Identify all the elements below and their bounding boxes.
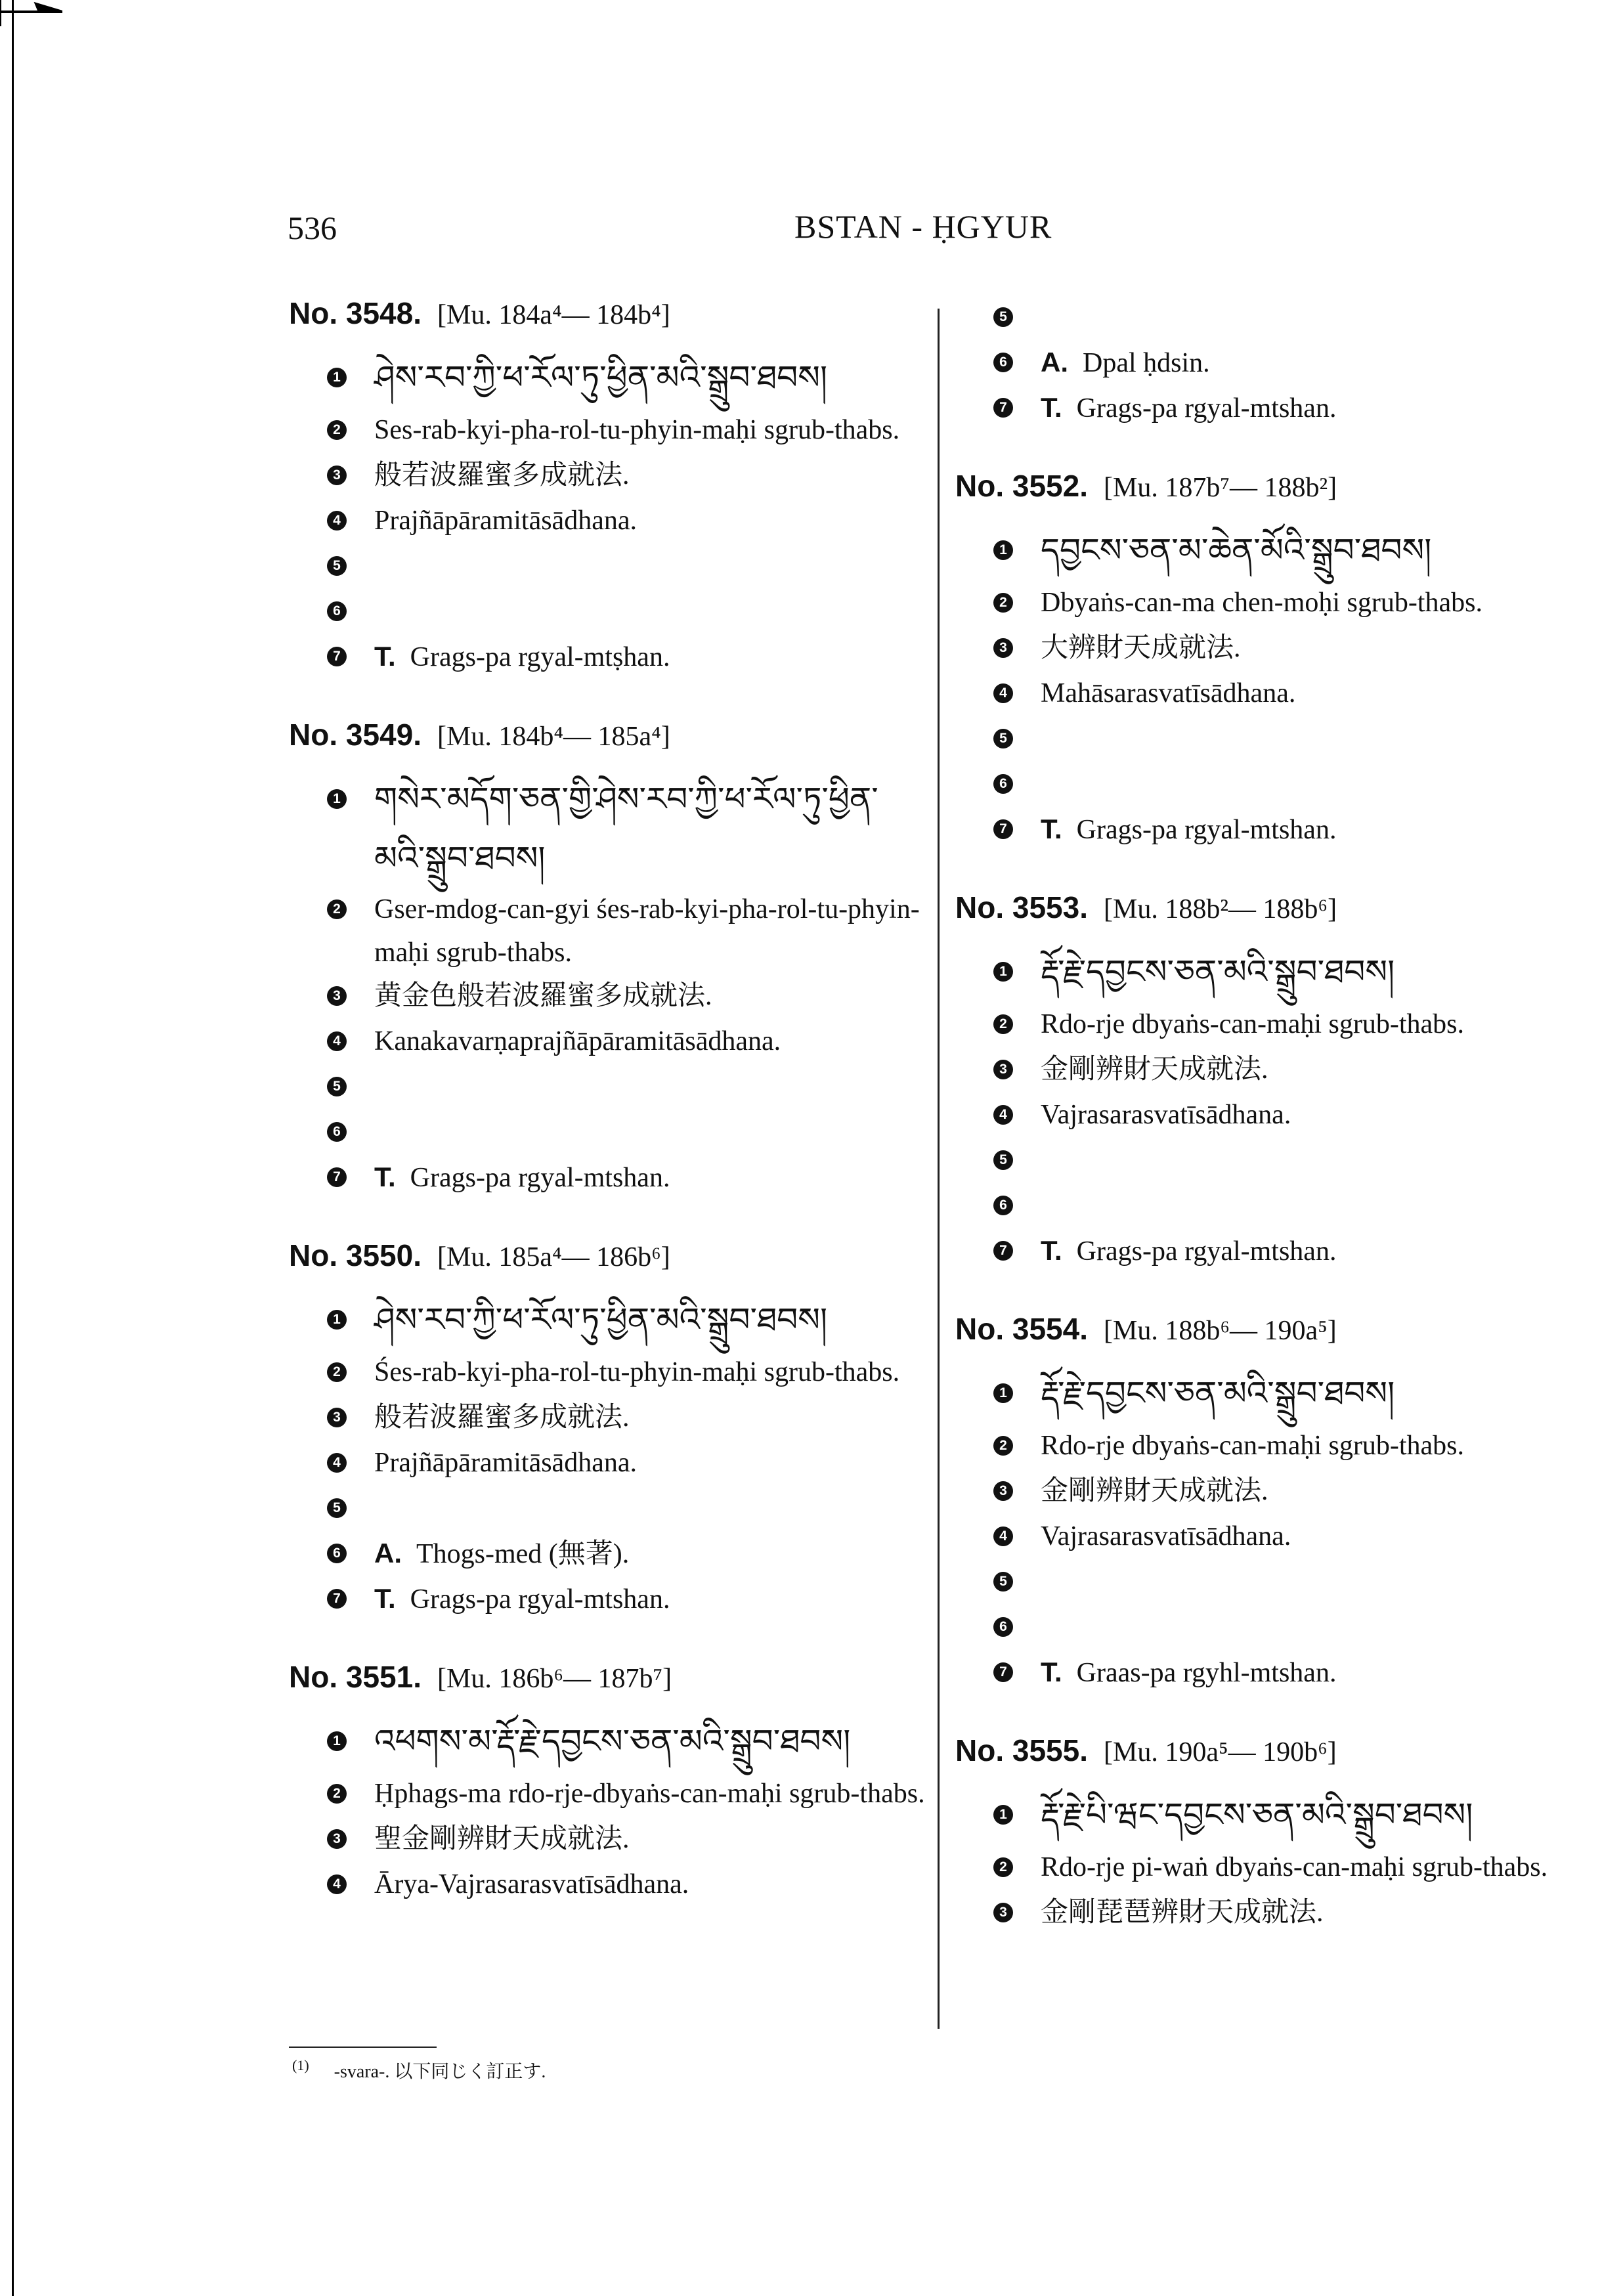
entry-line xyxy=(955,1469,1612,1515)
circled-number-marker: 2 xyxy=(327,1362,347,1382)
circled-number-marker: 6 xyxy=(993,1196,1013,1215)
entry-line xyxy=(289,1712,926,1772)
entry-line xyxy=(955,386,1612,431)
entry-line xyxy=(289,1863,926,1908)
entry-line xyxy=(955,672,1612,717)
page-edge-line xyxy=(12,0,14,2296)
entry-line xyxy=(955,1651,1612,1696)
entry-value: Dbyaṅs-can-ma chen-moḥi sgrub-thabs. xyxy=(1041,588,1482,618)
entry-value: Grags-pa rgyal-mtshan. xyxy=(1076,1236,1337,1267)
role-label: T. xyxy=(374,641,396,672)
entry-line xyxy=(955,808,1612,853)
entry-line xyxy=(289,1532,926,1577)
entry-text xyxy=(1041,581,1612,624)
circled-number-marker: 2 xyxy=(993,1436,1013,1456)
entry-value: Mahāsarasvatīsādhana. xyxy=(1041,678,1296,708)
entry-folio-reference: [Mu. 184a⁴— 184b⁴] xyxy=(437,300,670,330)
entry-value: Vajrasarasvatīsādhana. xyxy=(1041,1100,1291,1130)
left-column xyxy=(289,295,926,1945)
entry-line xyxy=(955,521,1612,581)
circled-number-marker: 6 xyxy=(327,1544,347,1563)
role-label: T. xyxy=(374,1161,396,1192)
entry-line xyxy=(289,408,926,454)
entry-value: Ārya-Vajrasarasvatīsādhana. xyxy=(374,1869,689,1899)
circled-number-marker: 4 xyxy=(993,1105,1013,1125)
entry-number: No. 3550. xyxy=(289,1238,422,1272)
entry-line xyxy=(955,1138,1612,1184)
circled-number-marker: 1 xyxy=(327,1310,347,1330)
entry-line xyxy=(289,1156,926,1201)
entry-value: Rdo-rje pi-waṅ dbyaṅs-can-maḥi sgrub-thabs. xyxy=(1041,1852,1548,1882)
entry-text xyxy=(1041,1891,1612,1934)
circled-number-marker: 3 xyxy=(993,1060,1013,1079)
circled-number-marker: 5 xyxy=(993,1572,1013,1592)
entry-number: No. 3548. xyxy=(289,296,422,330)
circled-number-marker: 1 xyxy=(993,1805,1013,1825)
catalogue-entry xyxy=(955,468,1612,853)
entry-text xyxy=(374,1020,926,1063)
tibetan-title xyxy=(374,1712,926,1771)
entry-line xyxy=(955,581,1612,626)
entry-value: Grags-pa rgyal-mtshan. xyxy=(410,1163,670,1193)
page-number: 536 xyxy=(288,209,337,246)
role-label: A. xyxy=(374,1538,402,1569)
entry-line xyxy=(955,626,1612,672)
circled-number-marker: 5 xyxy=(993,729,1013,748)
entry-line xyxy=(289,590,926,635)
entry-text xyxy=(1041,1515,1612,1558)
circled-number-marker: 2 xyxy=(993,593,1013,613)
entry-text xyxy=(1041,1469,1612,1513)
entry-text xyxy=(374,454,926,497)
circled-number-marker: 1 xyxy=(327,1731,347,1751)
entry-line xyxy=(289,1817,926,1863)
entry-folio-reference: [Mu. 188b⁶— 190a⁵] xyxy=(1104,1316,1337,1346)
entry-value: 般若波羅蜜多成就法. xyxy=(374,1402,630,1433)
entry-line xyxy=(955,1048,1612,1093)
column-divider xyxy=(938,309,940,2029)
circled-number-marker: 7 xyxy=(993,398,1013,418)
entry-heading xyxy=(289,1238,926,1290)
circled-number-marker: 1 xyxy=(993,540,1013,560)
circled-number-marker: 2 xyxy=(993,1857,1013,1877)
entry-line xyxy=(955,1891,1612,1936)
entry-text xyxy=(374,888,926,974)
circled-number-marker: 1 xyxy=(993,962,1013,982)
tibetan-title xyxy=(1041,942,1612,1001)
entry-folio-reference: [Mu. 187b⁷— 188b²] xyxy=(1104,473,1337,503)
circled-number-marker: 6 xyxy=(993,353,1013,372)
circled-number-marker: 3 xyxy=(327,466,347,485)
circled-number-marker: 3 xyxy=(993,638,1013,658)
entry-folio-reference: [Mu. 184b⁴— 185a⁴] xyxy=(437,722,670,752)
entry-text xyxy=(374,1863,926,1906)
circled-number-marker: 2 xyxy=(327,1784,347,1804)
entry-folio-reference: [Mu. 190a⁵— 190b⁶] xyxy=(1104,1737,1337,1767)
entry-text xyxy=(1041,386,1612,430)
circled-number-marker: 6 xyxy=(993,774,1013,794)
entry-text xyxy=(374,499,926,542)
entry-heading xyxy=(955,890,1612,942)
circled-number-marker: 6 xyxy=(993,1617,1013,1637)
entry-text xyxy=(1041,1651,1612,1695)
tibetan-title xyxy=(1041,1364,1612,1423)
entry-value: འཕགས་མ་རྡོ་རྗེ་དབྱངས་ཅན་མའི་སྒྲུབ་ཐབས། xyxy=(374,1722,851,1760)
circled-number-marker: 3 xyxy=(993,1903,1013,1922)
circled-number-marker: 7 xyxy=(327,1589,347,1609)
circled-number-marker: 2 xyxy=(993,1014,1013,1034)
entry-text xyxy=(1041,626,1612,670)
tibetan-title xyxy=(374,769,926,888)
entry-number: No. 3555. xyxy=(955,1733,1088,1767)
entry-line xyxy=(955,295,1612,341)
entry-line xyxy=(955,1424,1612,1469)
role-label: T. xyxy=(1041,813,1062,844)
entry-value: 聖金剛辨財天成就法. xyxy=(374,1824,630,1854)
circled-number-marker: 2 xyxy=(327,899,347,919)
catalogue-entry xyxy=(289,295,926,680)
entry-text xyxy=(374,1351,926,1394)
entry-line xyxy=(289,1772,926,1817)
role-label: T. xyxy=(374,1583,396,1614)
entry-value: 金剛辨財天成就法. xyxy=(1041,1476,1268,1506)
entry-value: Prajñāpāramitāsādhana. xyxy=(374,506,637,536)
entry-text xyxy=(374,974,926,1018)
entry-value: Ses-rab-kyi-pha-rol-tu-phyin-maḥi sgrub-thabs. xyxy=(374,415,900,445)
entry-line xyxy=(955,942,1612,1003)
entry-value: Thogs-med (無著). xyxy=(416,1539,630,1569)
circled-number-marker: 2 xyxy=(327,420,347,440)
entry-line xyxy=(289,1290,926,1351)
entry-line xyxy=(289,769,926,888)
entry-line xyxy=(955,1605,1612,1651)
circled-number-marker: 4 xyxy=(327,1031,347,1051)
entry-value: རྡོ་རྗེ་དབྱངས་ཅན་མའི་སྒྲུབ་ཐབས། xyxy=(1041,953,1395,991)
circled-number-marker: 4 xyxy=(327,511,347,531)
circled-number-marker: 7 xyxy=(993,1241,1013,1261)
entry-text xyxy=(1041,341,1612,385)
entry-value: Dpal ḥdsin. xyxy=(1083,348,1210,378)
entry-folio-reference: [Mu. 188b²— 188b⁶] xyxy=(1104,894,1337,924)
entry-line xyxy=(955,1364,1612,1424)
entry-line xyxy=(289,1577,926,1622)
circled-number-marker: 5 xyxy=(327,556,347,576)
entry-line xyxy=(289,1020,926,1065)
entry-line xyxy=(289,1351,926,1396)
circled-number-marker: 1 xyxy=(327,368,347,387)
entry-line xyxy=(289,1110,926,1156)
entry-heading xyxy=(289,295,926,348)
catalogue-entry xyxy=(955,1733,1612,1936)
entry-line xyxy=(289,888,926,974)
entry-text xyxy=(374,635,926,679)
catalogue-entry xyxy=(955,1311,1612,1696)
circled-number-marker: 3 xyxy=(327,986,347,1006)
corner-crop-mark xyxy=(0,0,62,26)
entry-number: No. 3553. xyxy=(955,890,1088,924)
entry-value: རྡོ་རྗེ་པི་ཝང་དབྱངས་ཅན་མའི་སྒྲུབ་ཐབས། xyxy=(1041,1796,1473,1834)
entry-text xyxy=(374,1441,926,1484)
entry-heading xyxy=(289,1659,926,1712)
entry-number: No. 3549. xyxy=(289,718,422,752)
running-head: BSTAN - ḤGYUR xyxy=(794,208,1052,245)
circled-number-marker: 1 xyxy=(327,789,347,809)
entry-number: No. 3551. xyxy=(289,1660,422,1694)
role-label: A. xyxy=(1041,347,1068,378)
footnote-text: -svara-. 以下同じく訂正す. xyxy=(334,2062,546,2082)
entry-line xyxy=(955,1229,1612,1274)
entry-value: དབྱངས་ཅན་མ་ཆེན་མོའི་སྒྲུབ་ཐབས། xyxy=(1041,531,1432,569)
entry-value: Grags-pa rgyal-mtshan. xyxy=(1076,815,1337,845)
entry-value: Rdo-rje dbyaṅs-can-maḥi sgrub-thabs. xyxy=(1041,1009,1464,1039)
entry-text xyxy=(374,1817,926,1861)
entry-line xyxy=(955,1184,1612,1229)
entry-line xyxy=(289,1396,926,1441)
entry-value: Graas-pa rgyhl-mtshan. xyxy=(1076,1658,1337,1688)
entry-line xyxy=(289,1065,926,1110)
entry-text xyxy=(374,408,926,452)
entry-value: 黄金色般若波羅蜜多成就法. xyxy=(374,981,712,1011)
catalogue-entry xyxy=(289,717,926,1201)
entry-text xyxy=(374,1577,926,1621)
circled-number-marker: 4 xyxy=(327,1874,347,1894)
circled-number-marker: 5 xyxy=(327,1077,347,1096)
entry-line xyxy=(289,348,926,408)
entry-value: Grags-pa rgyal-mtṣhan. xyxy=(410,642,670,672)
entry-line xyxy=(289,974,926,1020)
entry-value: ཤེས་རབ་ཀྱི་ཕ་རོལ་ཏུ་ཕྱིན་མའི་སྒྲུབ་ཐབས། xyxy=(374,358,828,397)
right-column xyxy=(955,295,1612,1973)
entry-text xyxy=(1041,1229,1612,1273)
entry-line xyxy=(955,717,1612,762)
entry-line xyxy=(289,499,926,544)
entry-value: Kanakavarṇaprajñāpāramitāsādhana. xyxy=(374,1026,781,1056)
entry-line xyxy=(289,454,926,499)
circled-number-marker: 4 xyxy=(993,683,1013,703)
entry-value: Ḥphags-ma rdo-rje-dbyaṅs-can-maḥi sgrub-thabs. xyxy=(374,1779,925,1809)
entry-text xyxy=(1041,1003,1612,1046)
circled-number-marker: 7 xyxy=(993,1662,1013,1682)
role-label: T. xyxy=(1041,1235,1062,1266)
entry-heading xyxy=(955,1311,1612,1364)
entry-number: No. 3554. xyxy=(955,1312,1088,1346)
entry-value: Grags-pa rgyal-mtshan. xyxy=(410,1584,670,1614)
tibetan-title xyxy=(1041,1785,1612,1844)
entry-heading xyxy=(955,1733,1612,1785)
entry-line xyxy=(289,544,926,590)
entry-line xyxy=(955,1515,1612,1560)
circled-number-marker: 5 xyxy=(993,307,1013,327)
entry-line xyxy=(289,1486,926,1532)
entry-text xyxy=(374,1772,926,1815)
entry-text xyxy=(1041,1048,1612,1091)
entry-line xyxy=(955,762,1612,808)
entry-line xyxy=(955,1003,1612,1048)
tibetan-title xyxy=(374,348,926,407)
tibetan-title xyxy=(1041,521,1612,580)
entry-text xyxy=(374,1156,926,1200)
entry-text xyxy=(1041,1093,1612,1137)
entry-line xyxy=(955,1846,1612,1891)
entry-value: Śes-rab-kyi-pha-rol-tu-phyin-maḥi sgrub-thabs. xyxy=(374,1357,900,1387)
catalogue-entry xyxy=(289,1238,926,1622)
footnote-mark: (1) xyxy=(292,2057,309,2073)
circled-number-marker: 3 xyxy=(327,1408,347,1427)
circled-number-marker: 5 xyxy=(993,1150,1013,1170)
entry-folio-reference: [Mu. 185a⁴— 186b⁶] xyxy=(437,1242,670,1272)
entry-value: ཤེས་རབ་ཀྱི་ཕ་རོལ་ཏུ་ཕྱིན་མའི་སྒྲུབ་ཐབས། xyxy=(374,1301,828,1339)
circled-number-marker: 7 xyxy=(993,819,1013,839)
footnote xyxy=(292,2057,546,2083)
entry-folio-reference: [Mu. 186b⁶— 187b⁷] xyxy=(437,1664,672,1694)
entry-value: Grags-pa rgyal-mtshan. xyxy=(1076,393,1337,423)
entry-value: 金剛琵琶辨財天成就法. xyxy=(1041,1897,1324,1928)
circled-number-marker: 5 xyxy=(327,1498,347,1518)
entry-text xyxy=(1041,808,1612,852)
entry-value: 金剛辨財天成就法. xyxy=(1041,1054,1268,1085)
role-label: T. xyxy=(1041,1657,1062,1687)
entry-line xyxy=(955,1785,1612,1846)
entry-number: No. 3552. xyxy=(955,469,1088,503)
entry-value: རྡོ་རྗེ་དབྱངས་ཅན་མའི་སྒྲུབ་ཐབས། xyxy=(1041,1374,1395,1412)
entry-value: Vajrasarasvatīsādhana. xyxy=(1041,1521,1291,1551)
entry-value: 大辨財天成就法. xyxy=(1041,633,1241,663)
entry-heading xyxy=(955,468,1612,521)
circled-number-marker: 1 xyxy=(993,1383,1013,1403)
entry-value: གསེར་མདོག་ཅན་གྱི་ཤེས་རབ་ཀྱི་ཕ་རོལ་ཏུ་ཕྱིན་མའི་སྒྲུབ་ཐབས། xyxy=(374,780,878,877)
circled-number-marker: 3 xyxy=(327,1829,347,1849)
entry-heading xyxy=(289,717,926,769)
entry-text xyxy=(1041,1846,1612,1889)
entry-line xyxy=(955,341,1612,386)
role-label: T. xyxy=(1041,392,1062,423)
circled-number-marker: 7 xyxy=(327,1167,347,1187)
entry-value: 般若波羅蜜多成就法. xyxy=(374,460,630,490)
entry-text xyxy=(374,1532,926,1576)
footnote-rule xyxy=(289,2047,437,2048)
entry-line xyxy=(289,1441,926,1486)
entry-value: Prajñāpāramitāsādhana. xyxy=(374,1448,637,1478)
circled-number-marker: 6 xyxy=(327,601,347,621)
entry-line xyxy=(955,1560,1612,1605)
entry-text xyxy=(374,1396,926,1439)
catalogue-entry xyxy=(289,1659,926,1908)
circled-number-marker: 7 xyxy=(327,647,347,666)
entry-line xyxy=(289,635,926,680)
entry-value: Rdo-rje dbyaṅs-can-maḥi sgrub-thabs. xyxy=(1041,1431,1464,1461)
catalogue-entry xyxy=(955,890,1612,1274)
circled-number-marker: 3 xyxy=(993,1481,1013,1501)
catalogue-entry xyxy=(955,295,1612,431)
circled-number-marker: 4 xyxy=(993,1527,1013,1546)
circled-number-marker: 4 xyxy=(327,1453,347,1473)
entry-line xyxy=(955,1093,1612,1138)
entry-text xyxy=(1041,672,1612,715)
entry-value: Gser-mdog-can-gyi śes-rab-kyi-pha-rol-tu-phyin-maḥi sgrub-thabs. xyxy=(374,894,920,968)
entry-text xyxy=(1041,1424,1612,1467)
circled-number-marker: 6 xyxy=(327,1122,347,1142)
tibetan-title xyxy=(374,1290,926,1349)
